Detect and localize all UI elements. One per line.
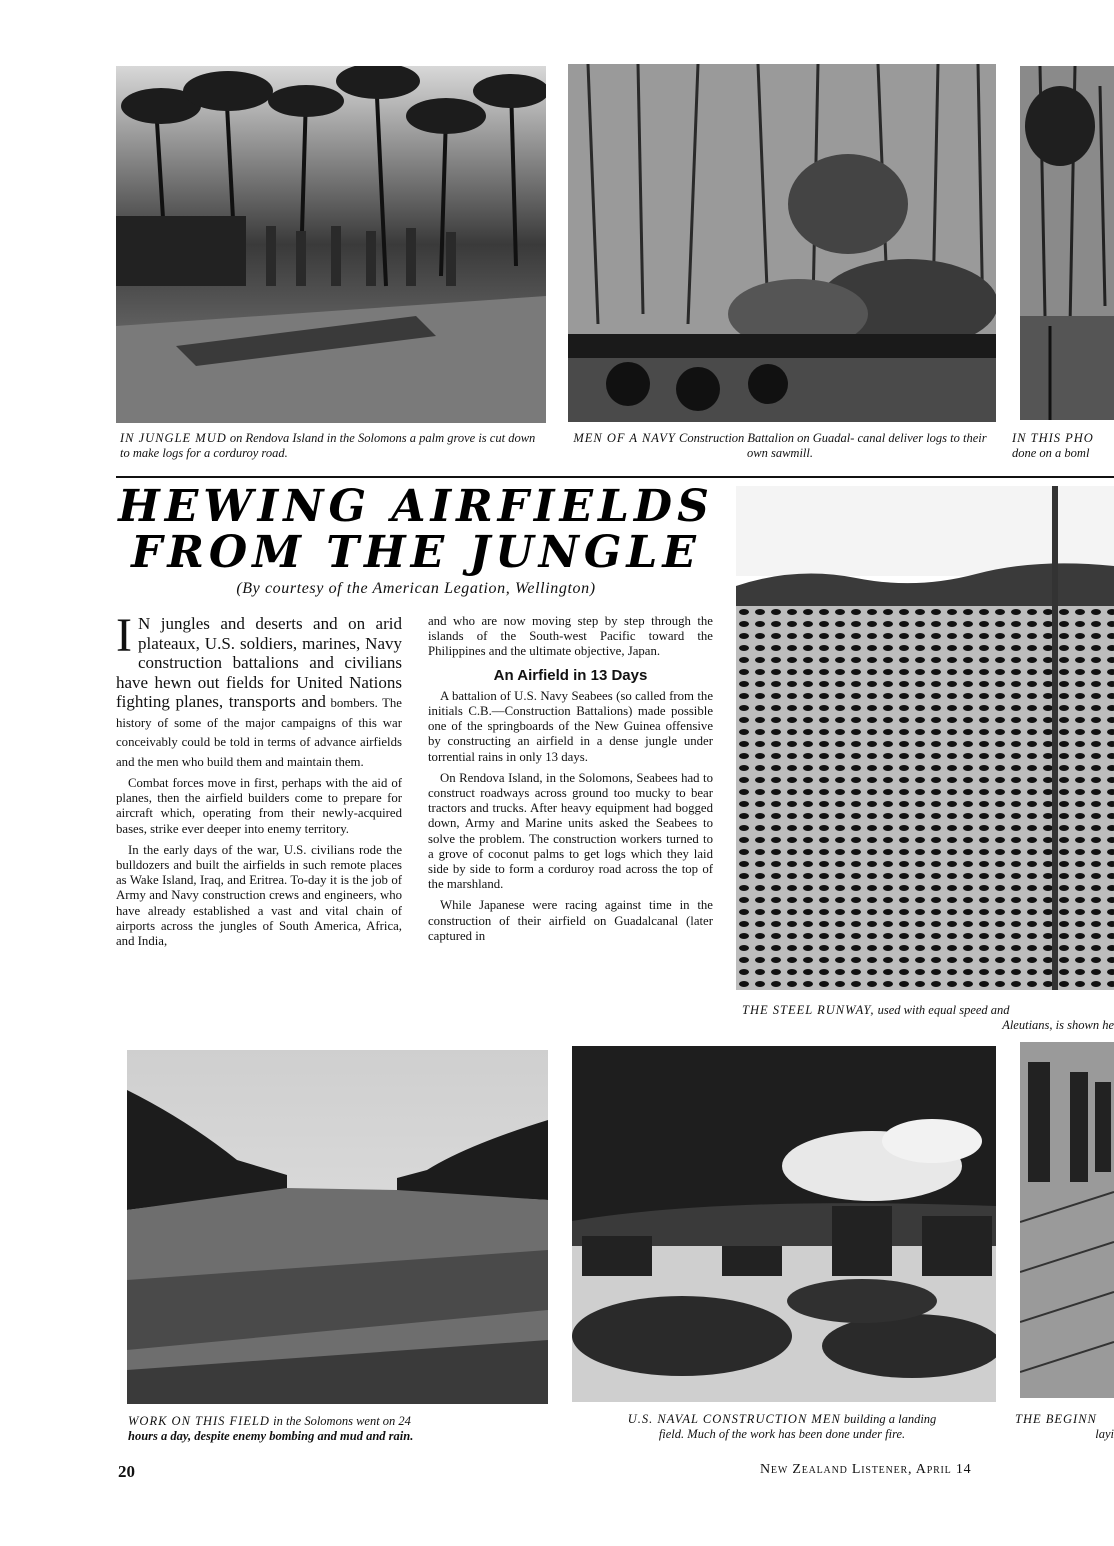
- article-byline: (By courtesy of the American Legation, Wellington): [236, 580, 596, 597]
- headline-line-1: HEWING AIRFIELDS: [118, 481, 714, 532]
- paragraph-5: A battalion of U.S. Navy Seabees (so called from the initials C.B.—Construction Battalions) made possible one of the springboards of the New Guinea offensive by constructing an airfield in a dense jungle under torrential rains in only 13 days.: [428, 688, 713, 764]
- photo-steel-runway: [736, 486, 1114, 990]
- separator-rule: [116, 476, 1114, 478]
- paragraph-7: While Japanese were racing against time in the construction of their airfield on Guadalcanal (later captured in: [428, 898, 713, 943]
- article-headline: [108, 481, 724, 578]
- headline-line-2: FROM THE JUNGLE: [131, 527, 701, 578]
- caption-steel-runway: THE STEEL RUNWAY, used with equal speed and Aleutians, is shown he: [742, 1003, 1114, 1032]
- photo-naval-construction: [572, 1046, 996, 1402]
- caption-navy-logs: MEN OF A NAVY Construction Battalion on Guadal- canal deliver logs to their own sawmill.: [573, 431, 987, 460]
- lead-paragraph: I N jungles and deserts and on arid plateaux, U.S. soldiers, marines, Navy construction battalions and civilians have hewn out fields for United Nations fighting planes, transports and bombers. The history of some of the major campaigns of this war conceivably could be told in terms of advance airfields and the men who build them and maintain them.: [116, 609, 402, 769]
- photo-top-right: [1020, 66, 1114, 420]
- article-column-2: [428, 614, 713, 950]
- caption-bottom-right: THE BEGINN layi: [1015, 1412, 1114, 1441]
- caption-jungle-mud: IN JUNGLE MUD on Rendova Island in the Solomons a palm grove is cut down to make logs for a corduroy road.: [120, 431, 536, 460]
- photo-bottom-right: [1020, 1042, 1114, 1398]
- photo-solomons-field: [127, 1050, 548, 1404]
- article-column-1: [116, 609, 402, 955]
- photo-navy-logs: [568, 64, 996, 422]
- paragraph-4: and who are now moving step by step through the islands of the South-west Pacific toward the Philippines and the ultimate objective, Japan.: [428, 614, 713, 659]
- drop-cap: I: [116, 609, 132, 662]
- section-subhead: An Airfield in 13 Days: [493, 666, 648, 684]
- paragraph-2: Combat forces move in first, perhaps with the aid of planes, then the airfield builders come to prepare for aircraft which, operating from their newly-acquired bases, strike ever deeper into enemy territory.: [116, 776, 402, 836]
- paragraph-3: In the early days of the war, U.S. civilians rode the bulldozers and built the airfields in such remote places as Wake Island, Iraq, and Eritrea. To-day it is the job of Army and Navy construction crews and engineers, who have already established a vast and vital chain of airports across the jungles of South America, Africa, and India,: [116, 842, 402, 949]
- photo-jungle-mud: [116, 66, 546, 423]
- caption-top-right: IN THIS PHO done on a boml: [1012, 431, 1094, 460]
- caption-solomons-field: WORK ON THIS FIELD in the Solomons went on 24 hours a day, despite enemy bombing and mud and rain.: [128, 1414, 414, 1443]
- paragraph-6: On Rendova Island, in the Solomons, Seabees had to construct roadways across ground too mucky to bear tractors and trucks. After heavy equipment had bogged down, Army and Marine units asked the Seabees to solve the problem. The construction workers turned to a grove of coconut palms to get logs which they laid side by side to form a corduroy road across the top of the marshland.: [428, 770, 713, 892]
- page-number: 20: [118, 1462, 135, 1481]
- caption-naval-construction: U.S. NAVAL CONSTRUCTION MEN building a landing field. Much of the work has been done under fire.: [627, 1412, 937, 1441]
- publication-footer: New Zealand Listener, April 14: [760, 1462, 972, 1477]
